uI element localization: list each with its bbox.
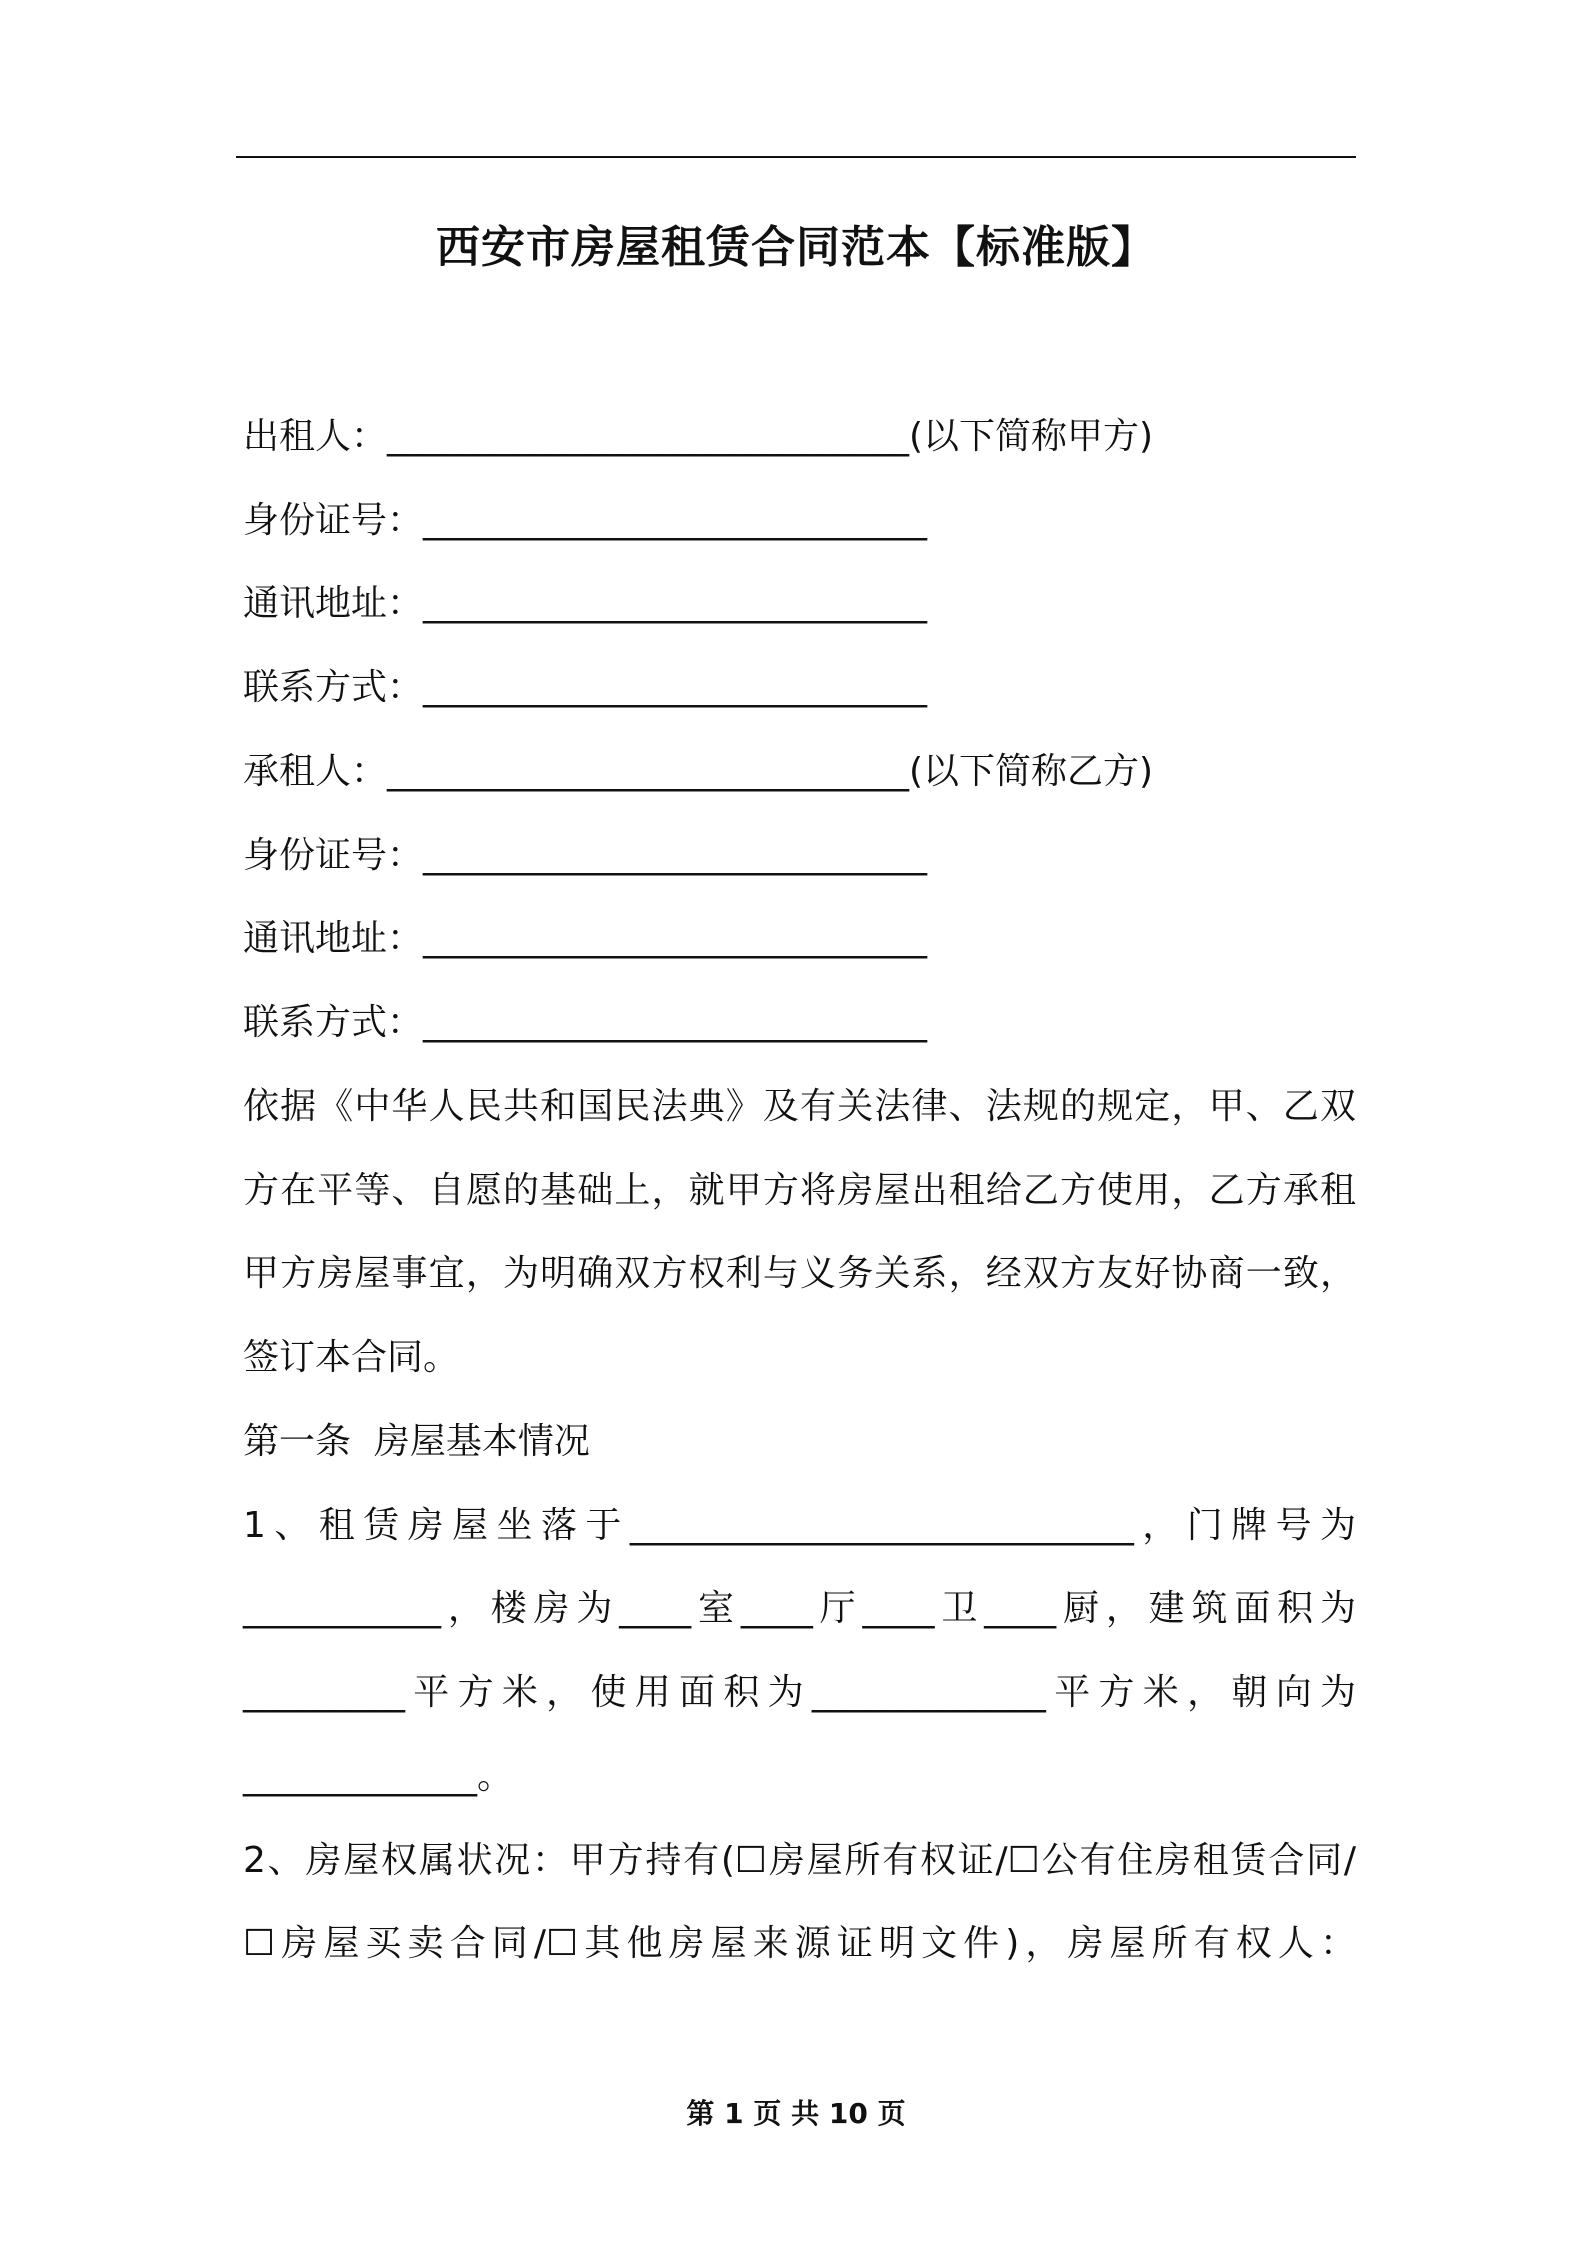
lessor-contact-line: 联系方式：____________________________ <box>243 667 928 708</box>
clause-line: ___________，楼房为____室____厅____卫____厨，建筑面积为 <box>243 1588 1356 1629</box>
page-footer: 第 1 页 共 10 页 <box>686 2097 906 2130</box>
preamble-line: 方在平等、自愿的基础上，就甲方将房屋出租给乙方使用，乙方承租 <box>243 1170 1356 1211</box>
lessee-contact-line: 联系方式：____________________________ <box>243 1002 928 1043</box>
lessor-id-line: 身份证号：____________________________ <box>243 500 928 541</box>
article-heading: 第一条 房屋基本情况 <box>243 1421 590 1462</box>
clause-line: 2、房屋权属状况：甲方持有(☐房屋所有权证/☐公有住房租赁合同/ <box>243 1840 1356 1881</box>
preamble-line: 签订本合同。 <box>243 1337 460 1378</box>
clause-line: _________平方米，使用面积为_____________平方米，朝向为 <box>243 1672 1356 1713</box>
clause-line: _____________。 <box>243 1756 513 1797</box>
header-rule <box>236 156 1356 158</box>
lessee-id-line: 身份证号：____________________________ <box>243 835 928 876</box>
clause-line: 1、租赁房屋坐落于____________________________，门牌号为 <box>243 1505 1356 1546</box>
preamble-line: 甲方房屋事宜，为明确双方权利与义务关系，经双方友好协商一致， <box>243 1253 1356 1294</box>
lessor-name-line: 出租人：_____________________________(以下简称甲方) <box>243 416 1154 457</box>
lessor-address-line: 通讯地址：____________________________ <box>243 583 928 624</box>
document-title: 西安市房屋租赁合同范本【标准版】 <box>436 222 1156 273</box>
clause-line: ☐房屋买卖合同/☐其他房屋来源证明文件)，房屋所有权人： <box>243 1923 1356 1964</box>
preamble-line: 依据《中华人民共和国民法典》及有关法律、法规的规定，甲、乙双 <box>243 1086 1356 1127</box>
lessee-name-line: 承租人：_____________________________(以下简称乙方) <box>243 751 1154 792</box>
lessee-address-line: 通讯地址：____________________________ <box>243 918 928 959</box>
